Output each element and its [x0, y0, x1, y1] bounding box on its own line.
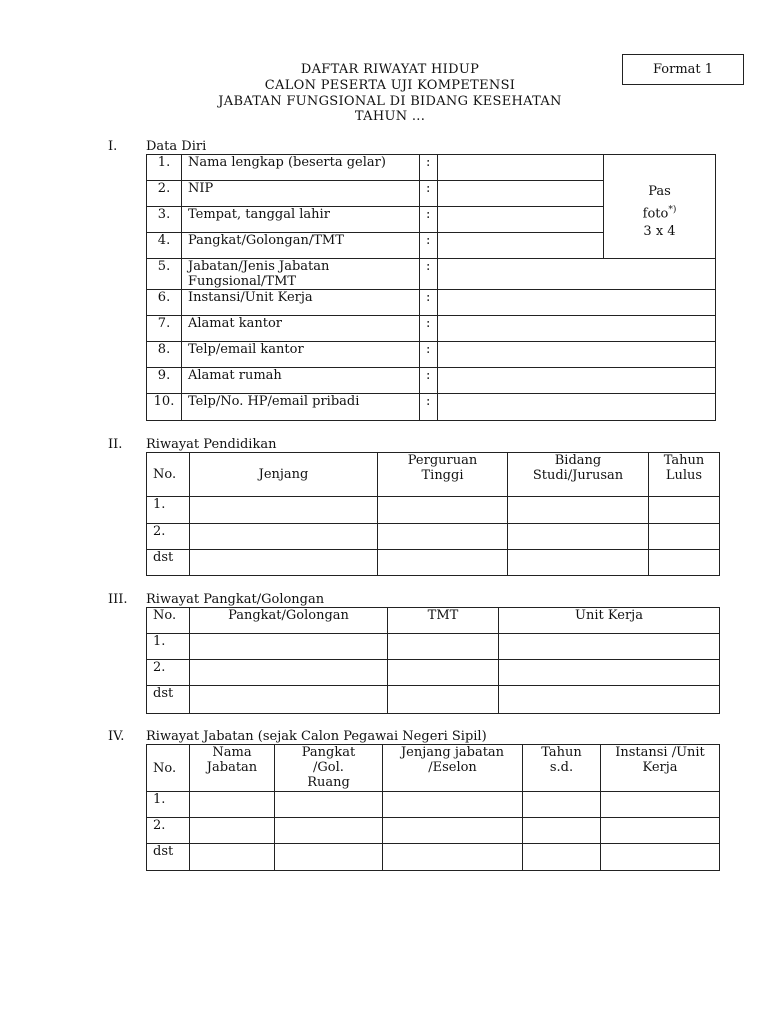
field-value[interactable] [438, 368, 716, 394]
table-header-row [147, 608, 720, 634]
cell[interactable] [508, 497, 649, 524]
colon: : [420, 342, 438, 368]
cell[interactable] [190, 634, 388, 660]
cell[interactable] [383, 844, 523, 871]
header-no: No. [147, 453, 190, 497]
section-4-number: IV. [108, 729, 125, 744]
cell[interactable] [601, 844, 720, 871]
section-2-title: Riwayat Pendidikan [146, 437, 277, 452]
row-number: 7. [147, 316, 182, 342]
colon: : [420, 316, 438, 342]
field-value[interactable] [438, 233, 604, 259]
row-number: 6. [147, 290, 182, 316]
table-row [147, 634, 720, 660]
field-label: Jabatan/Jenis Jabatan Fungsional/TMT [182, 259, 420, 290]
header-no: No. [147, 745, 190, 792]
field-value[interactable] [438, 342, 716, 368]
header-jenjang-jabatan: Jenjang jabatan /Eselon [383, 745, 523, 792]
table-header-row [147, 745, 720, 792]
row-number: 10. [147, 394, 182, 421]
table-row [147, 524, 720, 550]
field-value[interactable] [438, 316, 716, 342]
field-label: Nama lengkap (beserta gelar) [182, 155, 420, 181]
row-number: 1. [147, 497, 190, 524]
header-unit-kerja: Unit Kerja [499, 608, 720, 634]
table-row [147, 660, 720, 686]
section-2-number: II. [108, 437, 123, 452]
table-row [147, 818, 720, 844]
colon: : [420, 368, 438, 394]
cell[interactable] [523, 792, 601, 818]
title-line-4: TAHUN ... [354, 109, 426, 124]
cell[interactable] [508, 524, 649, 550]
field-label: Alamat kantor [182, 316, 420, 342]
table-row [147, 686, 720, 714]
header-jenjang: Jenjang [190, 453, 378, 497]
table-row [147, 497, 720, 524]
table-row [147, 792, 720, 818]
cell[interactable] [523, 844, 601, 871]
row-number: dst [147, 844, 190, 871]
table-row [147, 368, 716, 394]
cell[interactable] [190, 844, 275, 871]
row-number: 1. [147, 792, 190, 818]
photo-box [604, 155, 716, 259]
cell[interactable] [190, 818, 275, 844]
row-number: 5. [147, 259, 182, 290]
header-tmt: TMT [388, 608, 499, 634]
colon: : [420, 394, 438, 421]
field-value[interactable] [438, 394, 716, 421]
section-1-number: I. [108, 139, 118, 154]
cell[interactable] [190, 686, 388, 714]
cell[interactable] [275, 818, 383, 844]
header-pangkat-gol: Pangkat /Gol. Ruang [275, 745, 383, 792]
row-number: 2. [147, 524, 190, 550]
table-row [147, 155, 716, 181]
cell[interactable] [190, 524, 378, 550]
row-number: dst [147, 550, 190, 576]
pendidikan-table [146, 452, 720, 576]
colon: : [420, 181, 438, 207]
field-label: Telp/No. HP/email pribadi [182, 394, 420, 421]
header-no: No. [147, 608, 190, 634]
section-4-title: Riwayat Jabatan (sejak Calon Pegawai Negeri Sipil) [146, 729, 487, 744]
field-label: NIP [182, 181, 420, 207]
table-row [147, 394, 716, 421]
header-pangkat: Pangkat/Golongan [190, 608, 388, 634]
field-value[interactable] [438, 181, 604, 207]
photo-label-1: Pas [648, 184, 671, 199]
row-number: 9. [147, 368, 182, 394]
cell[interactable] [388, 686, 499, 714]
colon: : [420, 290, 438, 316]
row-number: dst [147, 686, 190, 714]
cell[interactable] [649, 550, 720, 576]
colon: : [420, 155, 438, 181]
cell[interactable] [499, 660, 720, 686]
section-1-title: Data Diri [146, 139, 207, 154]
jabatan-table [146, 744, 720, 871]
cell[interactable] [388, 660, 499, 686]
photo-size: 3 x 4 [643, 224, 676, 240]
cell[interactable] [383, 818, 523, 844]
cell[interactable] [275, 792, 383, 818]
field-value[interactable] [438, 155, 604, 181]
header-nama-jabatan: Nama Jabatan [190, 745, 275, 792]
cell[interactable] [190, 792, 275, 818]
header-tahun-lulus: Tahun Lulus [649, 453, 720, 497]
cell[interactable] [190, 660, 388, 686]
table-header-row [147, 453, 720, 497]
cell[interactable] [499, 686, 720, 714]
cell[interactable] [378, 524, 508, 550]
data-diri-table [146, 154, 716, 421]
cell[interactable] [499, 634, 720, 660]
cell[interactable] [190, 550, 378, 576]
pangkat-table [146, 607, 720, 714]
field-value[interactable] [438, 207, 604, 233]
colon: : [420, 233, 438, 259]
section-3-title: Riwayat Pangkat/Golongan [146, 592, 325, 607]
table-row [147, 290, 716, 316]
cell[interactable] [275, 844, 383, 871]
cell[interactable] [378, 497, 508, 524]
row-number: 4. [147, 233, 182, 259]
table-row [147, 259, 716, 290]
header-tahun-sd: Tahun s.d. [523, 745, 601, 792]
field-value[interactable] [438, 290, 716, 316]
cell[interactable] [388, 634, 499, 660]
cell[interactable] [378, 550, 508, 576]
section-3-number: III. [108, 592, 128, 607]
row-number: 2. [147, 660, 190, 686]
format-label: Format 1 [622, 54, 744, 85]
field-label: Telp/email kantor [182, 342, 420, 368]
cell[interactable] [649, 524, 720, 550]
field-label: Alamat rumah [182, 368, 420, 394]
row-number: 2. [147, 181, 182, 207]
table-row [147, 342, 716, 368]
row-number: 1. [147, 634, 190, 660]
row-number: 3. [147, 207, 182, 233]
row-number: 8. [147, 342, 182, 368]
header-bidang-studi: Bidang Studi/Jurusan [508, 453, 649, 497]
row-number: 2. [147, 818, 190, 844]
title-line-1: DAFTAR RIWAYAT HIDUP [300, 62, 480, 77]
field-label: Pangkat/Golongan/TMT [182, 233, 420, 259]
header-perguruan-tinggi: Perguruan Tinggi [378, 453, 508, 497]
cell[interactable] [649, 497, 720, 524]
title-line-3: JABATAN FUNGSIONAL DI BIDANG KESEHATAN [218, 94, 562, 109]
header-instansi: Instansi /Unit Kerja [601, 745, 720, 792]
field-label: Instansi/Unit Kerja [182, 290, 420, 316]
cell[interactable] [523, 818, 601, 844]
cell[interactable] [601, 792, 720, 818]
cell[interactable] [601, 818, 720, 844]
cell[interactable] [190, 497, 378, 524]
field-value[interactable] [438, 259, 716, 290]
cell[interactable] [508, 550, 649, 576]
table-row [147, 550, 720, 576]
title-line-2: CALON PESERTA UJI KOMPETENSI [264, 78, 516, 93]
cell[interactable] [383, 792, 523, 818]
photo-label-2: foto*) [642, 205, 677, 222]
row-number: 1. [147, 155, 182, 181]
colon: : [420, 207, 438, 233]
colon: : [420, 259, 438, 290]
table-row [147, 316, 716, 342]
table-row [147, 844, 720, 871]
field-label: Tempat, tanggal lahir [182, 207, 420, 233]
